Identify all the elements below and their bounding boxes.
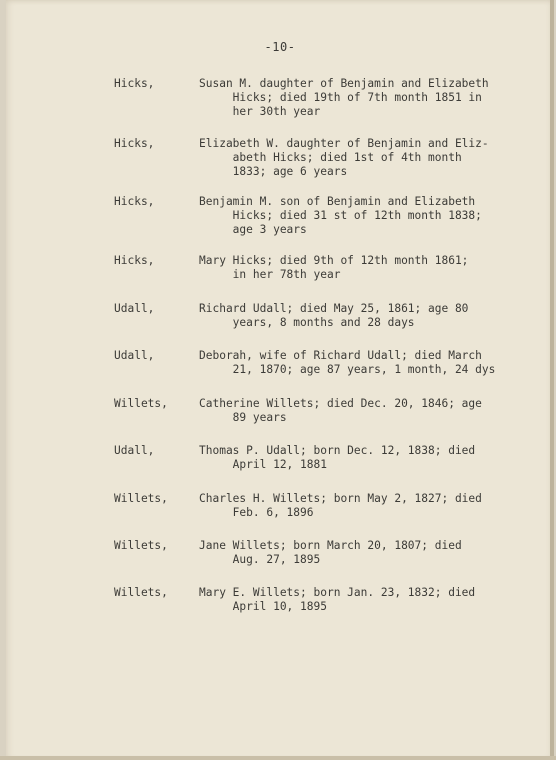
record-surname: Willets, — [114, 586, 168, 599]
record-line: Mary E. Willets; born Jan. 23, 1832; died — [199, 586, 476, 599]
record-line: 21, 1870; age 87 years, 1 month, 24 dys — [199, 363, 496, 376]
page-number: -10- — [264, 40, 296, 54]
record-line: Mary Hicks; died 9th of 12th month 1861; — [199, 254, 469, 267]
record-line: Catherine Willets; died Dec. 20, 1846; age — [199, 397, 482, 410]
record-line: Charles H. Willets; born May 2, 1827; died — [199, 492, 482, 505]
record-line: Benjamin M. son of Benjamin and Elizabeth — [199, 195, 476, 208]
record-surname: Hicks, — [114, 77, 155, 90]
record-surname: Willets, — [114, 397, 168, 410]
record-line: 89 years — [199, 411, 287, 424]
record-line: Thomas P. Udall; born Dec. 12, 1838; died — [199, 444, 476, 457]
record-surname: Udall, — [114, 302, 155, 315]
record-line: Elizabeth W. daughter of Benjamin and Eliz- — [199, 137, 489, 150]
record-surname: Hicks, — [114, 254, 155, 267]
record-line: Richard Udall; died May 25, 1861; age 80 — [199, 302, 469, 315]
page-bottom-edge — [0, 756, 556, 760]
record-line: April 12, 1881 — [199, 458, 327, 471]
record-line: April 10, 1895 — [199, 600, 327, 613]
record-line: Hicks; died 19th of 7th month 1851 in — [199, 91, 482, 104]
record-line: age 3 years — [199, 223, 307, 236]
record-line: years, 8 months and 28 days — [199, 316, 415, 329]
record-surname: Willets, — [114, 492, 168, 505]
record-line: Hicks; died 31 st of 12th month 1838; — [199, 209, 482, 222]
record-line: Susan M. daughter of Benjamin and Elizabeth — [199, 77, 489, 90]
record-surname: Udall, — [114, 349, 155, 362]
record-line: her 30th year — [199, 105, 321, 118]
record-line: Feb. 6, 1896 — [199, 506, 314, 519]
record-surname: Hicks, — [114, 195, 155, 208]
record-line: in her 78th year — [199, 268, 341, 281]
record-surname: Udall, — [114, 444, 155, 457]
record-line: 1833; age 6 years — [199, 165, 348, 178]
record-surname: Hicks, — [114, 137, 155, 150]
record-line: Deborah, wife of Richard Udall; died March — [199, 349, 482, 362]
record-line: Aug. 27, 1895 — [199, 553, 321, 566]
page-edge-shadow — [550, 0, 554, 760]
record-line: abeth Hicks; died 1st of 4th month — [199, 151, 462, 164]
record-surname: Willets, — [114, 539, 168, 552]
document-page — [6, 0, 554, 760]
record-line: Jane Willets; born March 20, 1807; died — [199, 539, 462, 552]
